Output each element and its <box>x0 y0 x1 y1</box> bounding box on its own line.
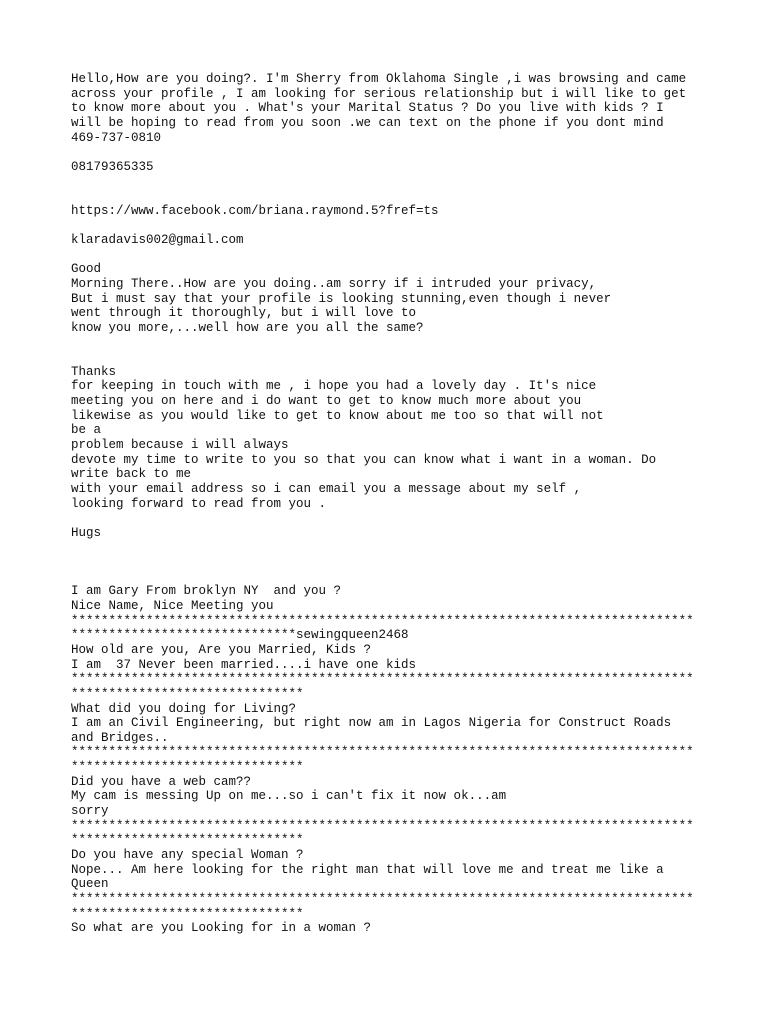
document-line: and Bridges.. <box>71 730 169 745</box>
document-line: write back to me <box>71 467 192 482</box>
document-line: ******************************* <box>71 833 304 848</box>
document-line: I am Gary From broklyn NY and you ? <box>71 584 342 599</box>
document-line: Did you have a web cam?? <box>71 774 252 789</box>
document-line <box>71 189 711 204</box>
document-line <box>71 570 711 585</box>
document-line: 469-737-0810 <box>71 130 162 145</box>
document-line <box>71 218 711 233</box>
document-line: What did you doing for Living? <box>71 701 297 716</box>
document-line: to know more about you . What's your Marital Status ? Do you live with kids ? I <box>71 101 664 116</box>
document-line: *********************************************************************************** <box>71 613 694 628</box>
document-line: sorry <box>71 804 109 819</box>
document-line: *********************************************************************************** <box>71 672 694 687</box>
document-line: problem because i will always <box>71 438 289 453</box>
document-line: Thanks <box>71 364 117 379</box>
document-line: *********************************************************************************** <box>71 745 694 760</box>
document-line <box>71 555 711 570</box>
document-line: ******************************* <box>71 760 304 775</box>
document-line: ******************************* <box>71 686 304 701</box>
document-line: Good <box>71 262 102 277</box>
document-line: will be hoping to read from you soon .we can text on the phone if you dont mind <box>71 115 664 130</box>
document-line <box>71 145 711 160</box>
document-line: went through it thoroughly, but i will love to <box>71 306 417 321</box>
document-line: be a <box>71 423 102 438</box>
document-line: devote my time to write to you so that you can know what i want in a woman. Do <box>71 452 657 467</box>
document-line: with your email address so i can email you a message about my self , <box>71 481 582 496</box>
document-line: I am an Civil Engineering, but right now am in Lagos Nigeria for Construct Roads <box>71 716 672 731</box>
document-line: klaradavis002@gmail.com <box>71 233 244 248</box>
document-line: looking forward to read from you . <box>71 496 327 511</box>
document-line: ******************************* <box>71 906 304 921</box>
document-line: Hugs <box>71 525 102 540</box>
document-line: Nice Name, Nice Meeting you <box>71 599 274 614</box>
document-line <box>71 511 711 526</box>
document-line: 08179365335 <box>71 159 154 174</box>
document-line <box>71 541 711 556</box>
document-line <box>71 350 711 365</box>
document-line: ******************************sewingqueen2468 <box>71 628 409 643</box>
document-line <box>71 336 711 351</box>
document-line: Queen <box>71 877 109 892</box>
document-line: I am 37 Never been married....i have one kids <box>71 657 417 672</box>
document-line: Do you have any special Woman ? <box>71 847 304 862</box>
document-line: Morning There..How are you doing..am sorry if i intruded your privacy, <box>71 276 597 291</box>
document-line: So what are you Looking for in a woman ? <box>71 921 372 936</box>
document-line: across your profile , I am looking for serious relationship but i will like to get <box>71 86 687 101</box>
document-line: Nope... Am here looking for the right man that will love me and treat me like a <box>71 862 664 877</box>
document-line: How old are you, Are you Married, Kids ? <box>71 642 372 657</box>
document-line: Hello,How are you doing?. I'm Sherry from Oklahoma Single ,i was browsing and came <box>71 72 687 86</box>
document-line: *********************************************************************************** <box>71 891 694 906</box>
document-line: https://www.facebook.com/briana.raymond.5?fref=ts <box>71 203 439 218</box>
document-line <box>71 174 711 189</box>
document-line: My cam is messing Up on me...so i can't fix it now ok...am <box>71 789 507 804</box>
document-line: for keeping in touch with me , i hope you had a lovely day . It's nice <box>71 379 597 394</box>
document-line: But i must say that your profile is looking stunning,even though i never <box>71 291 612 306</box>
document-line: likewise as you would like to get to know about me too so that will not <box>71 408 604 423</box>
document-line: know you more,...well how are you all the same? <box>71 320 424 335</box>
document-line: meeting you on here and i do want to get to know much more about you <box>71 394 582 409</box>
document-line: *********************************************************************************** <box>71 818 694 833</box>
document-text <box>71 72 711 936</box>
document-line <box>71 248 711 263</box>
